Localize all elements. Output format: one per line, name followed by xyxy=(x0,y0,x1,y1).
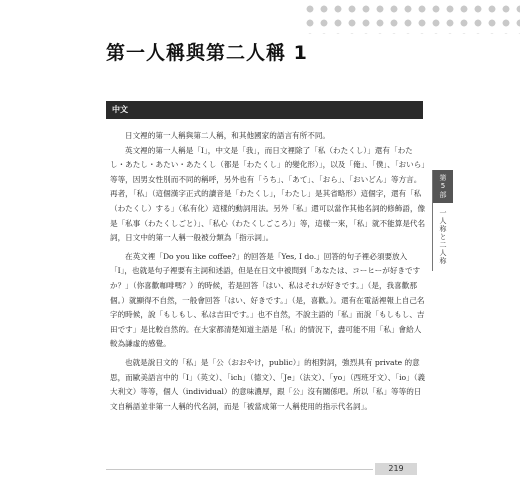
side-chapter-title: 一人称と二人称 xyxy=(439,209,447,265)
header-dot-pattern xyxy=(300,0,520,34)
paragraph-3: 在英文裡「Do you like coffee?」的回答是「Yes, I do.」回答的句子裡必須要放入「I」，也就是句子裡要有主詞和述語，但是在日文中被問到「あなたは、コーヒーが好きですか？」（你喜歡咖啡嗎？）的時候，若是回答「はい、私はそれが好きです。」（是，我喜歡那個。）就顯得不自然，一般會回答「はい、好きです。」（是，喜歡。）。還有在電話裡報上自己名字的時候，說「もしもし、私は吉田です。」也不自然，不說主語的「私」而說「もしもし、吉田です」是比較自然的。在大家都清楚知道主語是「私」的情況下，盡可能不用「私」會給人較為謙虛的感覺。 xyxy=(110,251,425,349)
paragraph-2: 英文裡的第一人稱是「I」，中文是「我」，而日文裡除了「私（わたくし）」還有「わたし・あたし・あたい・あたくし（都是「わたくし」的變化形）」，以及「俺」、「僕」、「おいら」等等，因男女性別而不同的稱呼，另外也有「うち」、「あて」、「おら」、「おいどん」等方言。再者，「私」（這個漢字正式的讀音是「わたくし」，「わたし」是其省略形）這個字，還有「私（わたくし）する」（私有化）這樣的動詞用法。另外「私」還可以當作其他名詞的修飾語，像是「私事（わたくしごと）」、「私心（わたくしごころ）」等，這樣一來，「私」就不能算是代名詞，日文中的第一人稱一般被分類為「指示詞」。 xyxy=(110,145,426,243)
paragraph-1: 日文裡的第一人稱與第二人稱，和其他國家的語言有所不同。 xyxy=(125,131,331,140)
body-text xyxy=(110,129,426,414)
section-label: 中文 xyxy=(112,105,128,114)
footer-rule xyxy=(106,469,373,470)
side-chapter-tab xyxy=(432,170,453,271)
side-chapter-number: 第5部 xyxy=(433,170,453,203)
paragraph-4: 也就是說日文的「私」是「公（おおやけ，public）」的相對詞，強烈具有 private 的意思，而歐美語言中的「I」（英文）、「ich」（德文）、「Je」（法文）、「yo」（西班牙文）、「io」（義大利文）等等，個人（individual）的意味濃厚，跟「公」沒有關係吧。所以「私」等等的日文自稱語並非第一人稱的代名詞，而是「被當成第一人稱使用的指示代名詞」。 xyxy=(110,357,426,411)
section-header-bar xyxy=(106,101,423,119)
page-title: 第一人稱與第二人稱 1 xyxy=(106,42,308,64)
page-number: 219 xyxy=(375,463,417,475)
